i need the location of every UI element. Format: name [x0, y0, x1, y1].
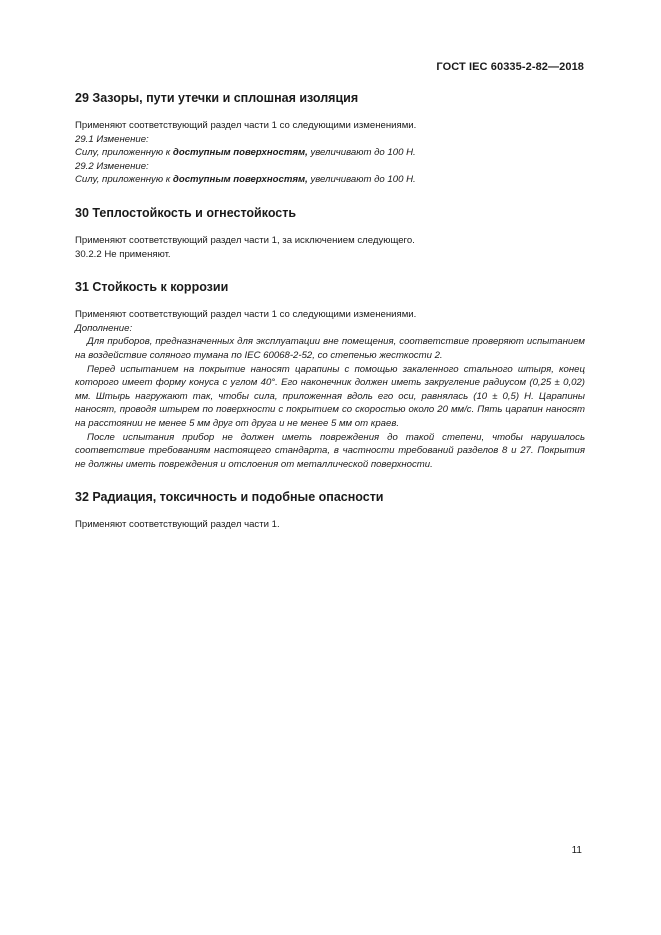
- term-bold: доступным поверхностям,: [172, 174, 308, 186]
- section-32: [75, 489, 585, 532]
- paragraph: Применяют соответствующий раздел части 1 со следующими изменениями.: [75, 309, 417, 321]
- section-31: [75, 279, 585, 471]
- section-title: 29 Зазоры, пути утечки и сплошная изоляция: [75, 91, 359, 105]
- paragraph: Применяют соответствующий раздел части 1.: [75, 519, 280, 531]
- document-body: [75, 90, 585, 550]
- paragraph: После испытания прибор не должен иметь повреждения до такой степени, чтобы нарушалось соответствие требованиям настоящего стандарта, в частности требований разделов 8 и 27. Покрытия не должны иметь повреждения и отслоения от металлической поверхности.: [75, 431, 585, 470]
- section-title: 30 Теплостойкость и огнестойкость: [75, 205, 297, 220]
- text-run: Силу, приложенную к: [75, 174, 173, 186]
- term-bold: доступным поверхностям,: [172, 147, 308, 159]
- paragraph: Применяют соответствующий раздел части 1 со следующими изменениями.: [75, 120, 417, 131]
- text-run: увеличивают до 100 Н.: [307, 147, 416, 159]
- text-run: Силу, приложенную к: [75, 147, 173, 159]
- section-30: [75, 205, 585, 261]
- paragraph: [75, 173, 585, 187]
- paragraph: Применяют соответствующий раздел части 1, за исключением следующего.: [75, 234, 415, 246]
- paragraph: Дополнение:: [75, 322, 133, 334]
- paragraph: 29.2 Изменение:: [75, 160, 149, 172]
- page-number: 11: [571, 845, 582, 856]
- paragraph: 30.2.2 Не применяют.: [75, 248, 171, 260]
- paragraph: [75, 146, 585, 160]
- paragraph: 29.1 Изменение:: [75, 133, 149, 145]
- section-29: [75, 90, 585, 187]
- section-title: 32 Радиация, токсичность и подобные опасности: [75, 490, 384, 505]
- document-id: ГОСТ IEC 60335-2-82—2018: [436, 61, 584, 73]
- paragraph: Для приборов, предназначенных для эксплуатации вне помещения, соответствие проверяют испытанием на воздействие соляного тумана по IEC 60068-2-52, со степенью жесткости 2.: [75, 336, 585, 361]
- paragraph: Перед испытанием на покрытие наносят царапины с помощью закаленного стального штыря, конец которого имеет форму конуса с углом 40°. Его наконечник должен иметь закругление радиусом (0,25 ± 0,02) мм. Штырь нагружают так, чтобы сила, приложенная вдоль его оси, равнялась (10 ± 0,5) Н. Царапины наносят, проводя штырем по поверхности с покрытием со скоростью около 20 мм/с. Пять царапин наносят на расстоянии не менее 5 мм друг от друга и не менее 5 мм от краев.: [75, 363, 585, 429]
- text-run: увеличивают до 100 Н.: [307, 174, 416, 186]
- section-title: 31 Стойкость к коррозии: [75, 280, 229, 295]
